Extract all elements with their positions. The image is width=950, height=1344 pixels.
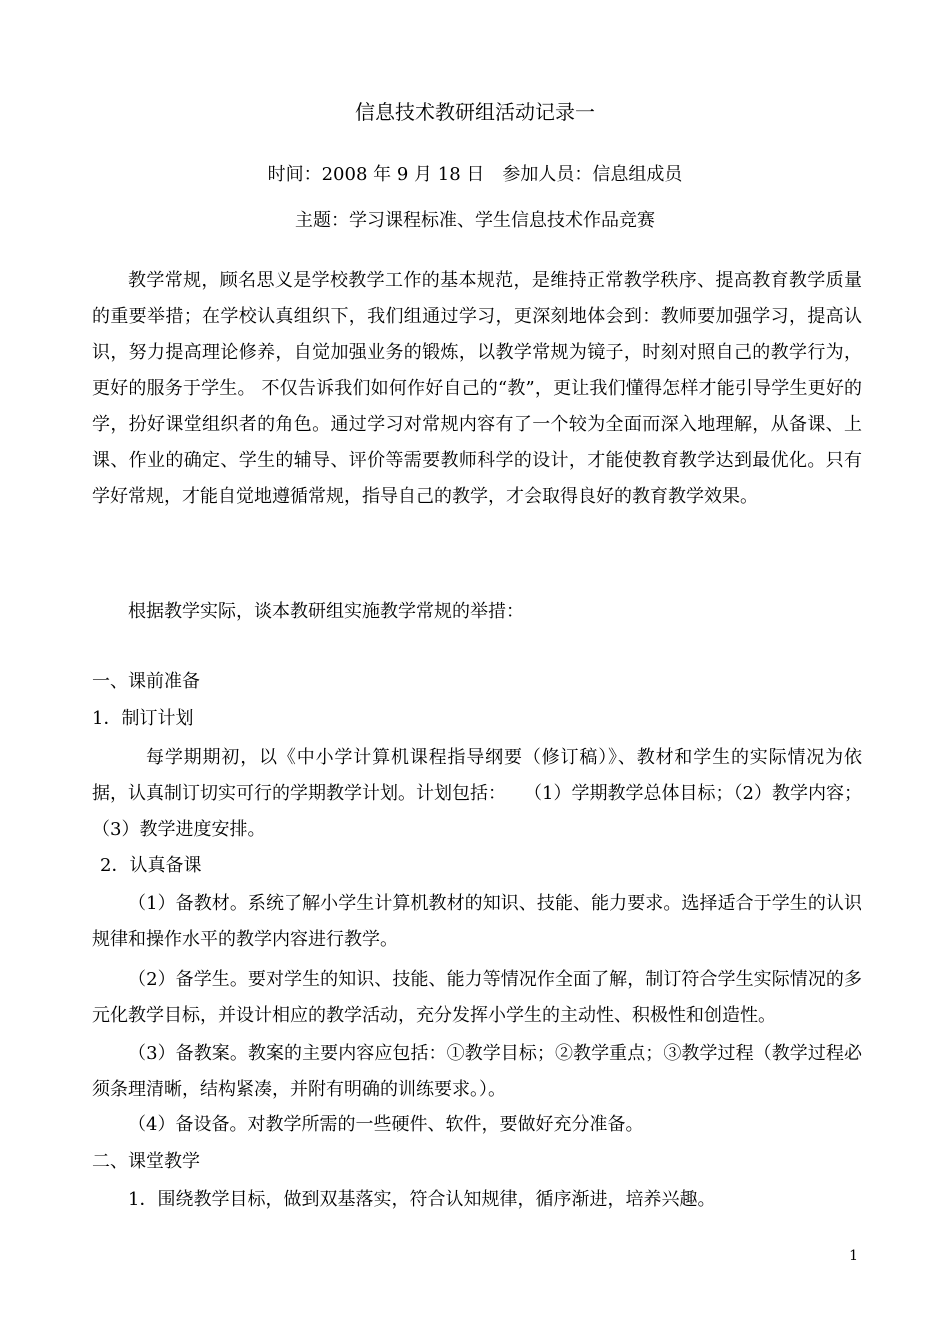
meeting-topic-line: 主题：学习课程标准、学生信息技术作品竞赛 xyxy=(295,210,655,231)
page-number: 1 xyxy=(849,1248,858,1264)
basis-paragraph: 根据教学实际，谈本教研组实施教学常规的举措： xyxy=(128,601,524,622)
prep-students-paragraph: （2）备学生。要对学生的知识、技能、能力等情况作全面了解，制订符合学生实际情况的多元化教学目标，并设计相应的教学活动，充分发挥小学生的主动性、积极性和创造性。 xyxy=(92,969,862,1026)
prep-materials-paragraph: （1）备教材。系统了解小学生计算机教材的知识、技能、能力要求。选择适合于学生的认识规律和操作水平的教学内容进行教学。 xyxy=(92,893,862,950)
item-heading-lesson-prep: 2．认真备课 xyxy=(100,855,202,876)
intro-paragraph: 教学常规，顾名思义是学校教学工作的基本规范，是维持正常教学秩序、提高教育教学质量的重要举措；在学校认真组织下，我们组通过学习，更深刻地体会到：教师要加强学习，提高认识，努力提高理论修养，自觉加强业务的锻炼，以教学常规为镜子，时刻对照自己的教学行为，更好的服务于学生。 不仅告诉我们如何作好自己的“教”，更让我们懂得怎样才能引导学生更好的学，扮好课堂组织者的角色。通过学习对常规内容有了一个较为全面而深入地理解，从备课、上课、作业的确定、学生的辅导、评价等需要教师科学的设计，才能使教育教学达到最优化。只有学好常规，才能自觉地遵循常规，指导自己的教学，才会取得良好的教育教学效果。 xyxy=(92,270,862,507)
page-title: 信息技术教研组活动记录一 xyxy=(355,100,595,124)
prep-lesson-plan-paragraph: （3）备教案。教案的主要内容应包括：①教学目标；②教学重点；③教学过程（教学过程必须条理清晰，结构紧凑，并附有明确的训练要求。）。 xyxy=(92,1043,862,1100)
item-heading-plan: 1．制订计划 xyxy=(92,708,194,729)
meeting-time-line: 时间：2008 年 9 月 18 日 参加人员：信息组成员 xyxy=(267,164,683,185)
classroom-item-paragraph: 1．围绕教学目标，做到双基落实，符合认知规律，循序渐进，培养兴趣。 xyxy=(128,1189,716,1210)
section-heading-preparation: 一、课前准备 xyxy=(92,671,200,692)
section-heading-classroom: 二、课堂教学 xyxy=(92,1151,200,1172)
plan-paragraph: 每学期期初，以《中小学计算机课程指导纲要（修订稿）》、教材和学生的实际情况为依据，认真制订切实可行的学期教学计划。计划包括： （1）学期教学总体目标；（2）教学内容；（3）教学进度安排。 xyxy=(92,747,862,840)
prep-equipment-paragraph: （4）备设备。对教学所需的一些硬件、软件，要做好充分准备。 xyxy=(128,1114,644,1135)
